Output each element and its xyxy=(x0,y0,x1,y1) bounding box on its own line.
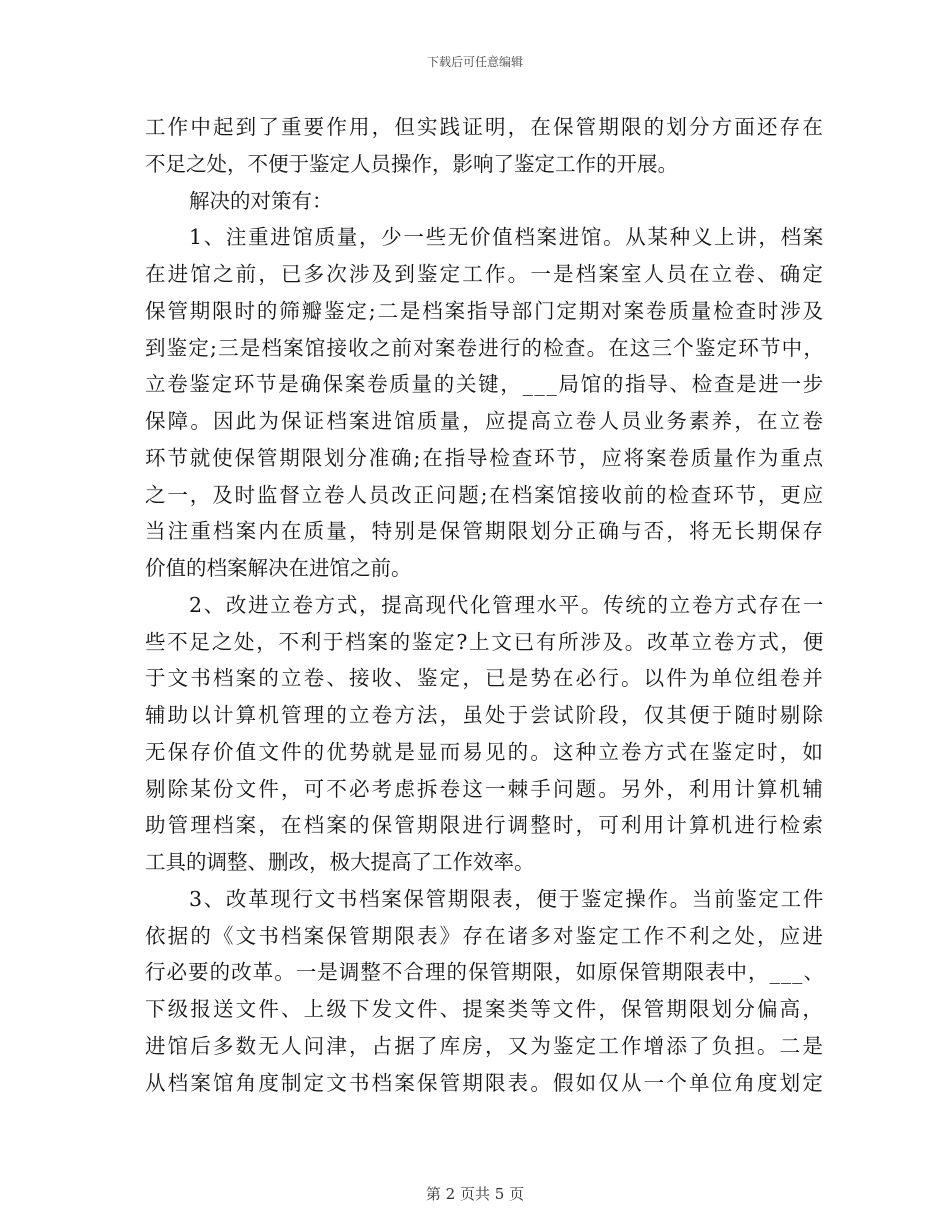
text-line: 保障。因此为保证档案进馆质量，应提高立卷人员业务素养，在立卷 xyxy=(145,409,825,433)
text-line: 于文书档案的立卷、接收、鉴定，已是势在必行。以件为单位组卷并 xyxy=(145,666,825,691)
text-line: 当注重档案内在质量，特别是保管期限划分正确与否，将无长期保存 xyxy=(145,519,825,544)
text-line: 助管理档案，在档案的保管期限进行调整时，可利用计算机进行检索 xyxy=(145,813,825,838)
text-line: 进馆后多数无人问津，占据了库房，又为鉴定工作增添了负担。二是 xyxy=(145,1033,825,1058)
page-header: 下载后可任意编辑 xyxy=(426,55,523,69)
text-line: 不足之处，不便于鉴定人员操作，影响了鉴定工作的开展。 xyxy=(145,151,678,176)
text-line: 从档案馆角度制定文书档案保管期限表。假如仅从一个单位角度划定 xyxy=(145,1070,825,1095)
text-line: 工具的调整、删改，极大提高了工作效率。 xyxy=(145,850,535,874)
text-line: 环节就使保管期限划分准确;在指导检查环节，应将案卷质量作为重点 xyxy=(145,445,825,470)
text-line: 无保存价值文件的优势就是显而易见的。这种立卷方式在鉴定时，如 xyxy=(145,739,825,764)
text-line: 立卷鉴定环节是确保案卷质量的关键，___局馆的指导、检查是进一步 xyxy=(145,372,825,397)
text-line: 辅助以计算机管理的立卷方法，虽处于尝试阶段，仅其便于随时剔除 xyxy=(145,703,825,727)
text-line: 工作中起到了重要作用，但实践证明，在保管期限的划分方面还存在 xyxy=(145,115,825,139)
text-line: 解决的对策有： xyxy=(189,188,333,213)
text-line: 下级报送文件、上级下发文件、提案类等文件，保管期限划分偏高， xyxy=(145,997,825,1021)
text-line: 1、注重进馆质量，少一些无价值档案进馆。从某种义上讲，档案 xyxy=(189,225,825,250)
body-text xyxy=(145,109,825,1101)
text-line: 之一，及时监督立卷人员改正问题;在档案馆接收前的检查环节，更应 xyxy=(145,482,825,507)
text-line: 行必要的改革。一是调整不合理的保管期限，如原保管期限表中，___、 xyxy=(145,960,825,985)
text-line: 依据的《文书档案保管期限表》存在诸多对鉴定工作不利之处，应进 xyxy=(145,923,825,948)
text-line: 3、改革现行文书档案保管期限表，便于鉴定操作。当前鉴定工件 xyxy=(189,886,825,911)
text-line: 到鉴定;三是档案馆接收之前对案卷进行的检查。在这三个鉴定环节中， xyxy=(145,335,825,360)
text-line: 价值的档案解决在进馆之前。 xyxy=(145,556,412,580)
text-line: 保管期限时的筛瓣鉴定;二是档案指导部门定期对案卷质量检查时涉及 xyxy=(145,298,825,323)
text-line: 在进馆之前，已多次涉及到鉴定工作。一是档案室人员在立卷、确定 xyxy=(145,262,825,286)
text-line: 2、改进立卷方式，提高现代化管理水平。传统的立卷方式存在一 xyxy=(189,592,825,617)
text-line: 些不足之处，不利于档案的鉴定?上文已有所涉及。改革立卷方式，便 xyxy=(145,629,825,654)
text-line: 剔除某份文件，可不必考虑拆卷这一棘手问题。另外，利用计算机辅 xyxy=(145,776,825,801)
page-footer: 第 2 页共 5 页 xyxy=(425,1185,525,1203)
